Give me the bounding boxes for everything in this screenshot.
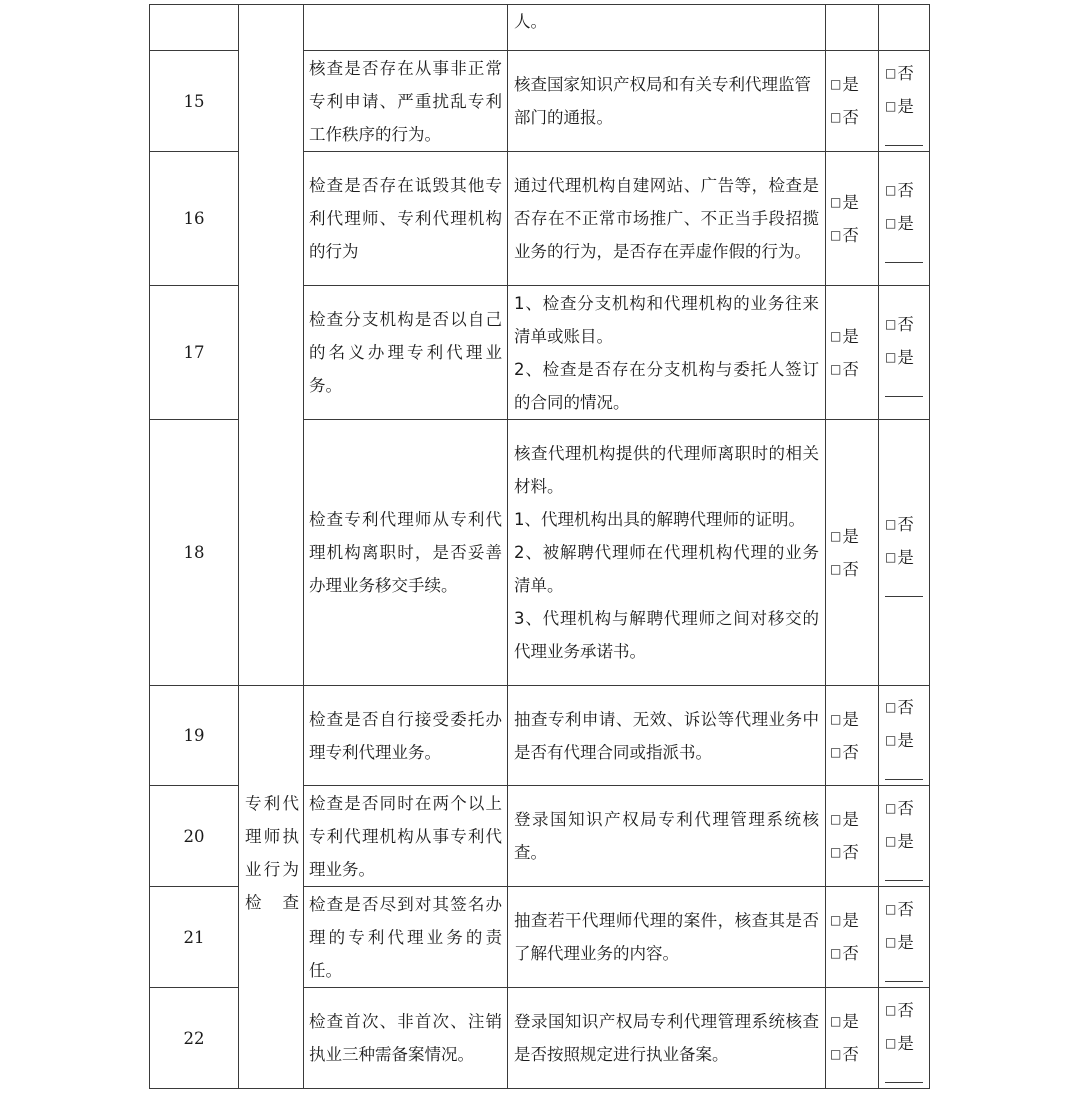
method-line: 抽查专利申请、无效、诉讼等代理业务中是否有代理合同或指派书。 — [514, 709, 819, 762]
check-item: 检查分支机构是否以自己的名义办理专利代理业务。 — [304, 286, 508, 420]
category-cell-2 — [239, 686, 304, 1089]
result-options — [879, 786, 930, 887]
method-line: 人。 — [514, 12, 547, 31]
method-line: 登录国知识产权局专利代理管理系统核查是否按照规定进行执业备案。 — [514, 1012, 819, 1064]
category-label: 专利代理师执业行为检查 — [245, 794, 299, 912]
option-no[interactable]: □否 — [885, 515, 914, 534]
option-no[interactable]: □否 — [830, 359, 859, 379]
option-no[interactable]: □否 — [830, 742, 859, 762]
option-yes[interactable]: □是 — [830, 911, 859, 930]
checkbox-icon[interactable]: □ — [830, 744, 842, 759]
option-yes[interactable]: □是 — [885, 932, 914, 952]
option-yes[interactable]: □是 — [830, 75, 859, 94]
option-no[interactable]: □否 — [885, 698, 914, 717]
row-number: 22 — [150, 988, 239, 1089]
checkbox-icon[interactable]: □ — [830, 328, 842, 343]
yes-no-options — [826, 988, 879, 1089]
checkbox-icon[interactable]: □ — [830, 227, 842, 242]
yes-no-cell — [826, 5, 879, 51]
checkbox-icon[interactable]: □ — [830, 528, 842, 543]
option-no[interactable]: □否 — [885, 798, 914, 818]
option-yes[interactable]: □是 — [830, 810, 859, 829]
row-number: 21 — [150, 887, 239, 988]
row-number: 17 — [150, 286, 239, 420]
option-no[interactable]: □否 — [885, 1000, 914, 1020]
checkbox-icon[interactable]: □ — [830, 194, 842, 209]
method-line: 登录国知识产权局专利代理管理系统核查。 — [514, 810, 819, 862]
row-number-cell — [150, 5, 239, 51]
category-cell-1 — [239, 5, 304, 686]
checkbox-icon[interactable]: □ — [885, 183, 897, 197]
checkbox-icon[interactable]: □ — [830, 561, 842, 576]
checkbox-icon[interactable]: □ — [885, 1035, 897, 1050]
checkbox-icon[interactable]: □ — [885, 517, 897, 531]
option-yes[interactable]: □是 — [885, 214, 914, 233]
option-no[interactable]: □否 — [885, 181, 914, 200]
check-method — [508, 988, 826, 1089]
check-method — [508, 286, 826, 420]
table-row-continuation — [150, 5, 930, 51]
result-options — [879, 686, 930, 786]
option-yes[interactable]: □是 — [830, 1012, 859, 1031]
check-item: 检查是否同时在两个以上专利代理机构从事专利代理业务。 — [304, 786, 508, 887]
option-no[interactable]: □否 — [830, 1045, 859, 1064]
check-item: 检查是否尽到对其签名办理的专利代理业务的责任。 — [304, 887, 508, 988]
inspection-table — [149, 4, 930, 1089]
check-method — [508, 152, 826, 286]
method-line: 1、代理机构出具的解聘代理师的证明。 — [514, 510, 805, 529]
checkbox-icon[interactable]: □ — [885, 65, 897, 80]
option-yes[interactable]: □是 — [885, 548, 914, 567]
item-cell — [304, 5, 508, 51]
checkbox-icon[interactable]: □ — [885, 1002, 897, 1017]
yes-no-options — [826, 786, 879, 887]
checkbox-icon[interactable]: □ — [830, 1047, 842, 1061]
yes-no-options — [826, 286, 879, 420]
option-no[interactable]: □否 — [885, 899, 914, 919]
checkbox-icon[interactable]: □ — [830, 77, 842, 91]
result-options — [879, 887, 930, 988]
table-row — [150, 686, 930, 786]
checkbox-icon[interactable]: □ — [885, 216, 897, 230]
check-item: 检查专利代理师从专利代理机构离职时，是否妥善办理业务移交手续。 — [304, 420, 508, 686]
fill-in-blank[interactable] — [885, 127, 923, 146]
checkbox-icon[interactable]: □ — [885, 934, 897, 949]
checkbox-icon[interactable]: □ — [830, 711, 842, 726]
fill-in-blank[interactable] — [885, 1064, 923, 1083]
method-line: 核查国家知识产权局和有关专利代理监管部门的通报。 — [514, 75, 811, 127]
option-no[interactable]: □否 — [830, 944, 859, 963]
option-no[interactable]: □否 — [830, 843, 859, 862]
check-method — [508, 887, 826, 988]
yes-no-options — [826, 686, 879, 786]
checkbox-icon[interactable]: □ — [885, 550, 897, 564]
check-item: 检查是否存在诋毁其他专利代理师、专利代理机构的行为 — [304, 152, 508, 286]
result-options — [879, 152, 930, 286]
check-method — [508, 51, 826, 152]
method-line: 通过代理机构自建网站、广告等，检查是否存在不正常市场推广、不正当手段招揽业务的行为，是否存在弄虚作假的行为。 — [514, 176, 819, 261]
result-options — [879, 51, 930, 152]
option-no[interactable]: □否 — [885, 63, 914, 83]
method-line: 3、代理机构与解聘代理师之间对移交的代理业务承诺书。 — [514, 609, 819, 661]
checkbox-icon[interactable]: □ — [885, 800, 897, 815]
option-yes[interactable]: □是 — [830, 526, 859, 546]
row-number: 15 — [150, 51, 239, 152]
result-options — [879, 286, 930, 420]
checkbox-icon[interactable]: □ — [885, 901, 897, 916]
yes-no-options — [826, 51, 879, 152]
method-line: 2、被解聘代理师在代理机构代理的业务清单。 — [514, 543, 819, 595]
method-line: 1、检查分支机构和代理机构的业务往来清单或账目。 — [514, 293, 819, 346]
result-cell — [879, 5, 930, 51]
checkbox-icon[interactable]: □ — [885, 833, 897, 848]
option-no[interactable]: □否 — [830, 225, 859, 245]
checkbox-icon[interactable]: □ — [885, 733, 897, 747]
option-yes[interactable]: □是 — [885, 831, 914, 851]
method-line: 2、检查是否存在分支机构与委托人签订的合同的情况。 — [514, 359, 819, 412]
option-yes[interactable]: □是 — [830, 709, 859, 729]
option-no[interactable]: □否 — [830, 108, 859, 127]
option-yes[interactable]: □是 — [830, 326, 859, 346]
method-line: 核查代理机构提供的代理师离职时的相关材料。 — [514, 444, 819, 496]
method-line: 抽查若干代理师代理的案件，核查其是否了解代理业务的内容。 — [514, 911, 819, 963]
option-yes[interactable]: □是 — [885, 731, 914, 750]
checkbox-icon[interactable]: □ — [830, 1014, 842, 1028]
check-item: 核查是否存在从事非正常专利申请、严重扰乱专利工作秩序的行为。 — [304, 51, 508, 152]
fill-in-blank[interactable] — [885, 963, 923, 982]
checkbox-icon[interactable]: □ — [830, 361, 842, 376]
check-method — [508, 420, 826, 686]
yes-no-options — [826, 152, 879, 286]
checkbox-icon[interactable]: □ — [885, 98, 897, 113]
row-number: 19 — [150, 686, 239, 786]
checkbox-icon[interactable]: □ — [830, 946, 842, 960]
option-no[interactable]: □否 — [885, 315, 914, 334]
yes-no-options — [826, 887, 879, 988]
option-yes[interactable]: □是 — [830, 192, 859, 212]
option-no[interactable]: □否 — [830, 559, 859, 579]
fill-in-blank[interactable] — [885, 378, 923, 397]
row-number: 20 — [150, 786, 239, 887]
check-item: 检查首次、非首次、注销执业三种需备案情况。 — [304, 988, 508, 1089]
method-cell — [508, 5, 826, 51]
fill-in-blank[interactable] — [885, 761, 923, 780]
checkbox-icon[interactable]: □ — [885, 317, 897, 331]
check-item: 检查是否自行接受委托办理专利代理业务。 — [304, 686, 508, 786]
checkbox-icon[interactable]: □ — [830, 812, 842, 826]
checkbox-icon[interactable]: □ — [830, 913, 842, 927]
row-number: 16 — [150, 152, 239, 286]
fill-in-blank[interactable] — [885, 578, 923, 597]
checkbox-icon[interactable]: □ — [885, 350, 897, 364]
fill-in-blank[interactable] — [885, 862, 923, 881]
option-yes[interactable]: □是 — [885, 1033, 914, 1053]
result-options — [879, 988, 930, 1089]
checkbox-icon[interactable]: □ — [830, 110, 842, 124]
option-yes[interactable]: □是 — [885, 96, 914, 116]
yes-no-options — [826, 420, 879, 686]
option-yes[interactable]: □是 — [885, 348, 914, 367]
row-number: 18 — [150, 420, 239, 686]
result-options — [879, 420, 930, 686]
check-method — [508, 786, 826, 887]
checkbox-icon[interactable]: □ — [885, 700, 897, 714]
fill-in-blank[interactable] — [885, 244, 923, 263]
check-method — [508, 686, 826, 786]
checkbox-icon[interactable]: □ — [830, 845, 842, 859]
